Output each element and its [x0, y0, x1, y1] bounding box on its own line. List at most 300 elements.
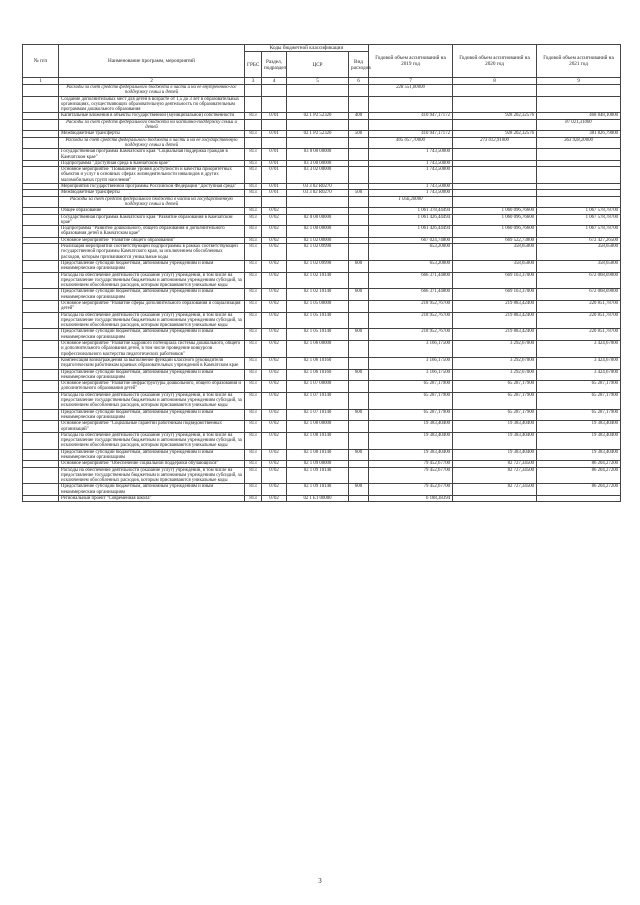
cell-sec: 0702 — [262, 496, 287, 502]
cell-csr: 02 1 08 10140 — [287, 449, 349, 461]
cell-name: Основное мероприятие "Повышение уровня доступности и качества приоритетных объектов и услуг в основных сферах жизнедеятельности инвалидов и других маломобильных групп населения" — [59, 167, 245, 184]
cell-sec: 0702 — [262, 369, 287, 381]
cell-y2020: 928 202,32576 — [453, 131, 537, 137]
cell-y2021: 220 851,78700 — [537, 300, 621, 312]
table-row — [23, 357, 621, 369]
cell-y2021: 358,65000 — [537, 260, 621, 272]
cell-name: Основное мероприятие "Развитие общего образования" — [59, 237, 245, 243]
table-row — [23, 432, 621, 449]
cell-csr: 03 3 00 00000 — [287, 160, 349, 166]
cell-vr — [349, 357, 369, 369]
cell-name: Компенсация вознаграждения за выполнение функций классного руководителя педагогическим работникам краевых образовательных учреждений в Камчатском крае — [59, 357, 245, 369]
header-vr: Вид расходов — [349, 52, 369, 78]
cell-csr: 02 1 08 00000 — [287, 421, 349, 433]
cell-y2021 — [537, 496, 621, 502]
cell-y2021: 1 067 578,78700 — [537, 214, 621, 226]
cell-y2019 — [369, 119, 453, 131]
table-row — [23, 449, 621, 461]
cell-vr — [349, 96, 369, 113]
cell-grbs: 813 — [245, 329, 262, 341]
cell-grbs: 813 — [245, 392, 262, 409]
cell-csr: 02 1 07 10140 — [287, 409, 349, 421]
cell-name: Расходы за счет средств федерального бюджета в части и на ее внутреннюю-гос поддержку семьи и детей — [59, 85, 245, 97]
cell-num — [23, 449, 59, 461]
cell-y2021 — [537, 85, 621, 97]
cell-y2021: 86 204,27200 — [537, 461, 621, 467]
cell-grbs: 813 — [245, 131, 262, 137]
cell-grbs — [245, 85, 262, 97]
cell-vr: 600 — [349, 260, 369, 272]
table-row — [23, 341, 621, 358]
cell-sec: 0702 — [262, 467, 287, 484]
cell-grbs: 813 — [245, 312, 262, 329]
table-row — [23, 409, 621, 421]
cell-sec: 0702 — [262, 312, 287, 329]
cell-sec: 0701 — [262, 160, 287, 166]
colnum: 6 — [349, 78, 369, 85]
header-csr: ЦСР — [287, 52, 349, 78]
cell-csr: 02 1 05 00000 — [287, 300, 349, 312]
cell-num — [23, 300, 59, 312]
table-row — [23, 312, 621, 329]
cell-y2019: 65 287,17900 — [369, 381, 453, 393]
cell-csr: 02 1 09 10140 — [287, 484, 349, 496]
cell-csr: 02 1 00 00000 — [287, 226, 349, 238]
table-note-row — [23, 85, 621, 97]
cell-num — [23, 312, 59, 329]
cell-csr: 02 1 06 00000 — [287, 341, 349, 358]
cell-num — [23, 272, 59, 289]
cell-y2019: 65 287,17900 — [369, 409, 453, 421]
cell-y2020: 273 012,91000 — [453, 137, 537, 149]
cell-grbs: 813 — [245, 184, 262, 190]
cell-name: Государственная программа Камчатского края "Развитие образования в Камчатском крае" — [59, 214, 245, 226]
cell-sec: 0702 — [262, 461, 287, 467]
table-row — [23, 381, 621, 393]
cell-name: Расходы на обеспечение деятельности (оказание услуг) учреждений, в том числе на предоставление государственным бюджетным и автономным учреждениям субсидий, за исключением обособленных расходов, которым присваиваются уникальные коды — [59, 392, 245, 409]
cell-y2019: 1 061 378,44494 — [369, 208, 453, 214]
cell-csr: 02 1 02 09990 — [287, 244, 349, 261]
cell-sec: 0702 — [262, 237, 287, 243]
table-note-row — [23, 119, 621, 131]
cell-name: Основное мероприятие "Социальные гарантии работникам подведомственных организаций" — [59, 421, 245, 433]
header-num: № п/п — [23, 45, 59, 78]
cell-sec: 0702 — [262, 409, 287, 421]
cell-vr — [349, 312, 369, 329]
cell-y2020: 19 383,40400 — [453, 449, 537, 461]
cell-sec: 0702 — [262, 226, 287, 238]
cell-y2021: 86 204,27200 — [537, 484, 621, 496]
cell-y2020: 669 163,37000 — [453, 272, 537, 289]
cell-vr: 600 — [349, 329, 369, 341]
table-row — [23, 461, 621, 467]
cell-csr — [287, 96, 349, 113]
table-row — [23, 131, 621, 137]
cell-csr: 02 1 06 10160 — [287, 369, 349, 381]
cell-y2019: 666 371,44800 — [369, 289, 453, 301]
table-row — [23, 244, 621, 261]
colnum: 2 — [59, 78, 245, 85]
cell-y2020: 1 060 096,76600 — [453, 208, 537, 214]
cell-csr: 03 0 00 00000 — [287, 149, 349, 161]
cell-y2019: 3 166,17500 — [369, 341, 453, 358]
cell-sec: 0702 — [262, 272, 287, 289]
header-kbk: Коды бюджетной классификации — [245, 45, 369, 52]
cell-y2020 — [453, 85, 537, 97]
cell-y2019: 1 056,20000 — [369, 196, 453, 208]
cell-sec: 0702 — [262, 329, 287, 341]
cell-grbs: 813 — [245, 357, 262, 369]
cell-y2019: 1 061 426,44494 — [369, 226, 453, 238]
cell-y2021: 65 287,17900 — [537, 381, 621, 393]
cell-y2019: 218 952,76700 — [369, 300, 453, 312]
cell-sec: 0702 — [262, 484, 287, 496]
cell-grbs: 813 — [245, 289, 262, 301]
cell-csr: 03 3 02 R0270 — [287, 184, 349, 190]
cell-y2021 — [537, 96, 621, 113]
cell-name: Предоставление субсидий бюджетным, автономным учреждениям и иным некоммерческим организациям — [59, 289, 245, 301]
cell-csr — [287, 137, 349, 149]
cell-y2021: 672 068,69000 — [537, 289, 621, 301]
cell-vr — [349, 421, 369, 433]
cell-y2020: 19 383,40400 — [453, 432, 537, 449]
cell-sec: 0702 — [262, 214, 287, 226]
cell-y2019: 1 743,50000 — [369, 184, 453, 190]
cell-y2021: 381 826,79000 — [537, 131, 621, 137]
cell-y2021: 220 851,78700 — [537, 329, 621, 341]
cell-vr: 400 — [349, 113, 369, 119]
cell-y2019: 666 371,44800 — [369, 272, 453, 289]
cell-y2019: 19 383,40400 — [369, 449, 453, 461]
cell-name: Предоставление субсидий бюджетным, автономным учреждениям и иным некоммерческим организациям — [59, 369, 245, 381]
cell-y2020: 358,65000 — [453, 260, 537, 272]
cell-vr: 600 — [349, 484, 369, 496]
cell-sec: 0702 — [262, 289, 287, 301]
cell-grbs: 813 — [245, 409, 262, 421]
cell-num — [23, 329, 59, 341]
cell-grbs — [245, 119, 262, 131]
cell-sec: 0701 — [262, 184, 287, 190]
cell-vr — [349, 119, 369, 131]
cell-sec: 0702 — [262, 208, 287, 214]
cell-sec: 0702 — [262, 357, 287, 369]
cell-num — [23, 167, 59, 184]
table-row — [23, 289, 621, 301]
cell-vr — [349, 392, 369, 409]
table-row — [23, 300, 621, 312]
cell-y2019: 19 383,40400 — [369, 432, 453, 449]
cell-y2021 — [537, 196, 621, 208]
cell-name: Мероприятия государственной программы Российской Федерации "Доступная среда" — [59, 184, 245, 190]
cell-sec: 0702 — [262, 300, 287, 312]
cell-name: Предоставление субсидий бюджетным, автономным учреждениям и иным некоммерческим организациям — [59, 260, 245, 272]
cell-sec: 0702 — [262, 244, 287, 261]
cell-num — [23, 149, 59, 161]
colnum: 7 — [369, 78, 453, 85]
cell-y2021: 358,65000 — [537, 244, 621, 261]
cell-num — [23, 244, 59, 261]
cell-sec — [262, 96, 287, 113]
cell-y2020: 928 202,32576 — [453, 113, 537, 119]
cell-vr — [349, 272, 369, 289]
cell-y2020: 82 727,34500 — [453, 467, 537, 484]
cell-y2020: 82 727,34500 — [453, 461, 537, 467]
cell-y2019: 19 383,40400 — [369, 421, 453, 433]
cell-num — [23, 289, 59, 301]
cell-y2019: 1 743,50000 — [369, 149, 453, 161]
cell-num — [23, 381, 59, 393]
cell-name: Расходы за счет средств федерального бюджета в части и на ее государственную поддержку семьи и детей — [59, 137, 245, 149]
cell-name: Государственная программа Камчатского края "Социальная поддержка граждан в Камчатском крае" — [59, 149, 245, 161]
cell-vr — [349, 381, 369, 393]
cell-y2020: 358,65000 — [453, 244, 537, 261]
cell-y2019: 653,20000 — [369, 260, 453, 272]
cell-y2019: 1 743,50000 — [369, 167, 453, 184]
cell-y2020: 669 522,73800 — [453, 237, 537, 243]
table-row — [23, 272, 621, 289]
cell-num — [23, 467, 59, 484]
cell-csr — [287, 196, 349, 208]
cell-y2019: 1 061 426,44494 — [369, 214, 453, 226]
cell-num — [23, 484, 59, 496]
cell-name: Общее образование — [59, 208, 245, 214]
cell-y2020: 1 060 096,76600 — [453, 214, 537, 226]
cell-y2020: 65 287,17900 — [453, 392, 537, 409]
cell-name: Расходы на обеспечение деятельности (оказание услуг) учреждений, в том числе на предоставление государственным бюджетным и автономным учреждениям субсидий, за исключением обособленных расходов, которым присваиваются уникальные коды — [59, 272, 245, 289]
cell-y2020: 669 163,37000 — [453, 289, 537, 301]
cell-sec: 0701 — [262, 167, 287, 184]
cell-csr: 02 1 02 10140 — [287, 272, 349, 289]
cell-name: Расходы на обеспечение деятельности (оказание услуг) учреждений, в том числе на предоставление государственным бюджетным и автономным учреждениям субсидий, за исключением обособленных расходов, которым присваиваются уникальные коды — [59, 467, 245, 484]
cell-y2020: 219 883,42400 — [453, 300, 537, 312]
page-number: 3 — [318, 877, 322, 885]
cell-y2020: 3 292,67000 — [453, 369, 537, 381]
cell-y2020: 219 883,42400 — [453, 329, 537, 341]
cell-y2020 — [453, 496, 537, 502]
cell-y2020 — [453, 196, 537, 208]
cell-grbs: 813 — [245, 208, 262, 214]
cell-vr — [349, 300, 369, 312]
cell-sec — [262, 119, 287, 131]
cell-y2020: 19 383,40400 — [453, 421, 537, 433]
cell-y2019: 79 452,67700 — [369, 461, 453, 467]
cell-csr: 02 1 05 10140 — [287, 312, 349, 329]
cell-sec — [262, 137, 287, 149]
cell-grbs: 813 — [245, 214, 262, 226]
cell-grbs: 813 — [245, 341, 262, 358]
cell-name: Создание дополнительных мест для детей в возрасте от 1,5 до 3 лет в образовательных организациях, осуществляющих образовательную деятельность по образовательным программам дошкольного образования — [59, 96, 245, 113]
cell-y2019: 3 166,17500 — [369, 357, 453, 369]
cell-y2019: 653,20000 — [369, 244, 453, 261]
table-note-row — [23, 137, 621, 149]
cell-csr: 02 1 02 00000 — [287, 237, 349, 243]
table-row — [23, 214, 621, 226]
cell-name: Основное мероприятие "Развитие инфраструктуры дошкольного, общего образования и дополнительного образования детей" — [59, 381, 245, 393]
cell-y2019 — [369, 96, 453, 113]
cell-sec — [262, 196, 287, 208]
cell-vr: 500 — [349, 131, 369, 137]
cell-csr: 03 3 02 R0270 — [287, 190, 349, 196]
cell-grbs: 813 — [245, 461, 262, 467]
cell-vr: 600 — [349, 369, 369, 381]
cell-y2021: 1 067 578,78700 — [537, 208, 621, 214]
cell-y2019: 65 287,17900 — [369, 392, 453, 409]
cell-csr — [287, 85, 349, 97]
header-section: Раздел, подраздел — [262, 52, 287, 78]
cell-csr: 02 1 08 10140 — [287, 432, 349, 449]
cell-grbs: 813 — [245, 149, 262, 161]
cell-y2019: 218 952,76700 — [369, 312, 453, 329]
table-row — [23, 421, 621, 433]
cell-vr — [349, 467, 369, 484]
cell-num — [23, 409, 59, 421]
cell-sec: 0702 — [262, 381, 287, 393]
cell-y2019: 228 551,00000 — [369, 85, 453, 97]
cell-csr: 02 1 E1 00000 — [287, 496, 349, 502]
cell-num — [23, 96, 59, 113]
cell-num — [23, 260, 59, 272]
cell-num — [23, 214, 59, 226]
cell-num — [23, 432, 59, 449]
cell-num — [23, 392, 59, 409]
cell-vr: 500 — [349, 190, 369, 196]
cell-name: Расходы за счет средств федерального бюджета в части на государственную поддержку семьи и детей — [59, 196, 245, 208]
cell-grbs: 813 — [245, 369, 262, 381]
cell-grbs — [245, 96, 262, 113]
cell-y2021: 1 067 578,78700 — [537, 226, 621, 238]
cell-name: Капитальные вложения в объекты государственной (муниципальной) собственности — [59, 113, 245, 119]
cell-grbs: 813 — [245, 244, 262, 261]
cell-y2020: 3 292,67000 — [453, 341, 537, 358]
cell-csr — [287, 119, 349, 131]
cell-y2019: 79 452,67700 — [369, 467, 453, 484]
cell-y2019: 3 166,17500 — [369, 369, 453, 381]
cell-grbs: 813 — [245, 421, 262, 433]
cell-y2021: 19 383,40400 — [537, 432, 621, 449]
cell-y2020 — [453, 96, 537, 113]
table-row — [23, 369, 621, 381]
cell-name: Предоставление субсидий бюджетным, автономным учреждениям и иным некоммерческим организациям — [59, 409, 245, 421]
cell-name: Подпрограмма "Развитие дошкольного, общего образования и дополнительного образования детей в Камчатском крае" — [59, 226, 245, 238]
cell-sec: 0701 — [262, 149, 287, 161]
header-2020: Годовой объем ассигнований на 2020 год — [453, 45, 537, 78]
cell-csr: 02 1 07 00000 — [287, 381, 349, 393]
table-row — [23, 496, 621, 502]
header-2021: Годовой объем ассигнований на 2021 год — [537, 45, 621, 78]
cell-grbs: 813 — [245, 160, 262, 166]
cell-num — [23, 341, 59, 358]
cell-name: Основное мероприятие "Развитие кадрового потенциала системы дошкольного, общего и дополнительного образования детей, в том числе проведение конкурсов профессионального мастерства педагогических работников" — [59, 341, 245, 358]
cell-name: Региональный проект "Современная школа" — [59, 496, 245, 502]
table-row — [23, 96, 621, 113]
cell-y2021: 3 424,67000 — [537, 341, 621, 358]
cell-num — [23, 421, 59, 433]
table-note-row — [23, 196, 621, 208]
table-row — [23, 392, 621, 409]
table-row — [23, 226, 621, 238]
cell-y2019: 218 952,76700 — [369, 329, 453, 341]
header-name: Наименование программ, мероприятий — [59, 45, 245, 78]
cell-num — [23, 496, 59, 502]
colnum: 1 — [23, 78, 59, 85]
cell-sec: 0702 — [262, 421, 287, 433]
cell-grbs: 813 — [245, 496, 262, 502]
cell-name: Расходы за счет средств федерального бюджета на частично-поддержку семьи и детей — [59, 119, 245, 131]
cell-vr — [349, 226, 369, 238]
cell-grbs: 813 — [245, 167, 262, 184]
cell-vr — [349, 85, 369, 97]
cell-vr — [349, 214, 369, 226]
cell-num — [23, 85, 59, 97]
budget-table — [22, 44, 621, 502]
cell-y2021 — [537, 149, 621, 161]
cell-y2019: 1 743,50000 — [369, 160, 453, 166]
cell-num — [23, 369, 59, 381]
cell-vr: 600 — [349, 409, 369, 421]
cell-csr: 03 3 02 00000 — [287, 167, 349, 184]
cell-sec: 0701 — [262, 131, 287, 137]
cell-y2019: 405 057,70000 — [369, 137, 453, 149]
cell-vr — [349, 244, 369, 261]
cell-y2020: 65 287,17900 — [453, 409, 537, 421]
cell-name: Межбюджетные трансферты — [59, 190, 245, 196]
cell-y2021: 19 383,40400 — [537, 421, 621, 433]
cell-csr: 02 1 06 10160 — [287, 357, 349, 369]
cell-csr: 02 1 05 10140 — [287, 329, 349, 341]
cell-y2021: 86 204,27200 — [537, 467, 621, 484]
cell-y2020: 1 060 096,76600 — [453, 226, 537, 238]
cell-vr — [349, 149, 369, 161]
cell-vr — [349, 341, 369, 358]
cell-vr — [349, 196, 369, 208]
cell-y2021: 65 287,17900 — [537, 409, 621, 421]
cell-grbs: 813 — [245, 432, 262, 449]
cell-y2021: 3 424,67000 — [537, 357, 621, 369]
cell-y2021: 468 848,10000 — [537, 113, 621, 119]
cell-csr: 02 1 07 10140 — [287, 392, 349, 409]
colnum: 8 — [453, 78, 537, 85]
cell-sec — [262, 85, 287, 97]
colnum: 5 — [287, 78, 349, 85]
cell-grbs: 813 — [245, 113, 262, 119]
table-row — [23, 484, 621, 496]
table-row — [23, 167, 621, 184]
cell-csr: 02 1 P2 52320 — [287, 113, 349, 119]
table-row — [23, 149, 621, 161]
cell-vr — [349, 432, 369, 449]
cell-y2021: 672 427,26500 — [537, 237, 621, 243]
cell-name: Предоставление субсидий бюджетным, автономным учреждениям и иным некоммерческим организациям — [59, 329, 245, 341]
cell-grbs: 813 — [245, 449, 262, 461]
cell-y2021 — [537, 167, 621, 184]
cell-y2021: 87 021,31000 — [537, 119, 621, 131]
cell-csr: 02 0 00 00000 — [287, 214, 349, 226]
cell-y2019: 1 743,50000 — [369, 190, 453, 196]
cell-grbs: 813 — [245, 484, 262, 496]
cell-grbs: 813 — [245, 272, 262, 289]
cell-num — [23, 226, 59, 238]
cell-name: Межбюджетные трансферты — [59, 131, 245, 137]
cell-y2021: 672 068,69000 — [537, 272, 621, 289]
cell-y2019: 667 024,74800 — [369, 237, 453, 243]
colnum: 9 — [537, 78, 621, 85]
cell-sec: 0701 — [262, 190, 287, 196]
cell-y2020: 82 727,34500 — [453, 484, 537, 496]
cell-csr: 02 1 09 00000 — [287, 461, 349, 467]
table-row — [23, 467, 621, 484]
cell-y2019: 6 188,38394 — [369, 496, 453, 502]
cell-y2020: 219 883,42400 — [453, 312, 537, 329]
